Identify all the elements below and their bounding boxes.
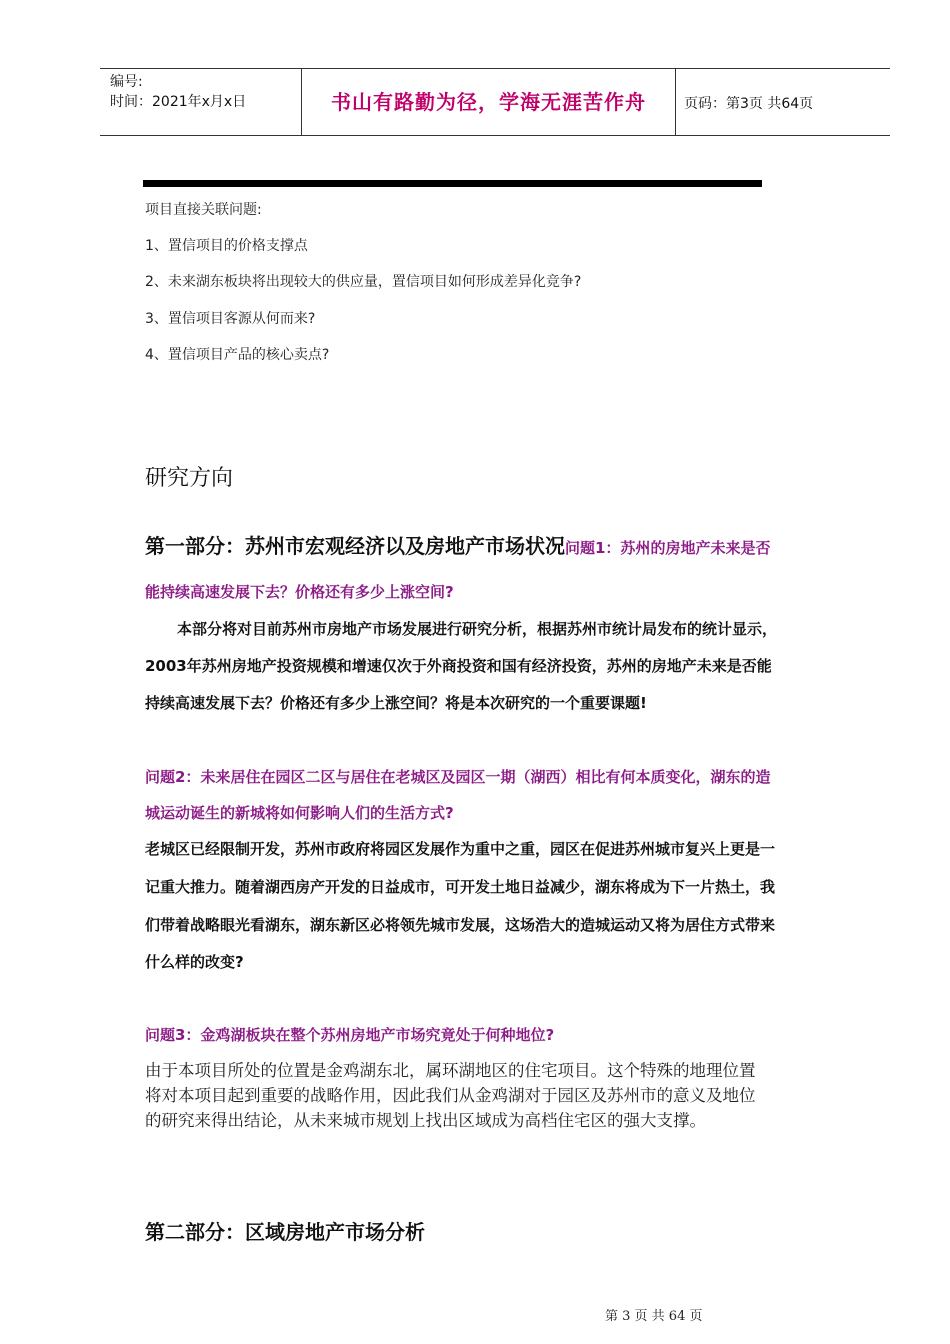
question3-answer-line: 的研究来得出结论，从未来城市规划上找出区域成为高档住宅区的强大支撑。 [145, 1111, 706, 1130]
question2-line: 问题2：未来居住在园区二区与居住在老城区及园区一期（湖西）相比有何本质变化，湖东的造 [145, 768, 771, 786]
question3-answer-line: 将对本项目起到重要的战略作用，因此我们从金鸡湖对于园区及苏州市的意义及地位 [145, 1086, 756, 1105]
question2-answer-line: 什么样的改变? [145, 953, 244, 971]
intro-item: 1、置信项目的价格支撑点 [145, 238, 308, 254]
header-page-label: 页码：第3页 共64页 [684, 96, 814, 112]
header-divider-right [675, 68, 676, 136]
part1-heading-line [145, 530, 770, 559]
part1-paragraph-line: 持续高速发展下去？价格还有多少上涨空间？将是本次研究的一个重要课题! [145, 694, 647, 712]
intro-heading: 项目直接关联问题: [145, 202, 262, 218]
question3: 问题3：金鸡湖板块在整个苏州房地产市场究竟处于何种地位? [145, 1026, 555, 1044]
header-number-label: 编号: [110, 74, 143, 90]
intro-item: 2、未来湖东板块将出现较大的供应量，置信项目如何形成差异化竞争? [145, 274, 582, 290]
part1-paragraph-line: 本部分将对目前苏州市房地产市场发展进行研究分析，根据苏州市统计局发布的统计显示， [177, 620, 778, 638]
header-time-label: 时间：2021年x月x日 [110, 94, 247, 110]
part1-title: 第一部分：苏州市宏观经济以及房地产市场状况 [145, 534, 565, 558]
question2-answer-line: 老城区已经限制开发，苏州市政府将园区发展作为重中之重，园区在促进苏州城市复兴上更是一 [145, 840, 776, 858]
question3-answer-line: 由于本项目所处的位置是金鸡湖东北，属环湖地区的住宅项目。这个特殊的地理位置 [145, 1061, 756, 1080]
part2-title: 第二部分：区域房地产市场分析 [145, 1220, 425, 1244]
question1-continuation: 能持续高速发展下去？价格还有多少上涨空间? [145, 583, 454, 601]
footer-page-number: 第 3 页 共 64 页 [605, 1309, 703, 1324]
header-bottom-border [100, 135, 890, 136]
section-rule [143, 180, 762, 187]
question1-inline: 问题1：苏州的房地产未来是否 [565, 539, 771, 557]
question2-answer-line: 们带着战略眼光看湖东，湖东新区必将领先城市发展，这场浩大的造城运动又将为居住方式带来 [145, 916, 776, 934]
question2-answer-line: 记重大推力。随着湖西房产开发的日益成市，可开发土地日益减少，湖东将成为下一片热土，我 [145, 878, 776, 896]
header-top-border [100, 68, 890, 69]
intro-item: 4、置信项目产品的核心卖点? [145, 347, 330, 363]
research-title: 研究方向 [145, 466, 234, 491]
question2-line: 城运动诞生的新城将如何影响人们的生活方式? [145, 804, 454, 822]
intro-item: 3、置信项目客源从何而来? [145, 311, 316, 327]
header-motto: 书山有路勤为径，学海无涯苦作舟 [331, 90, 646, 114]
part1-paragraph-line: 2003年苏州房地产投资规模和增速仅次于外商投资和国有经济投资，苏州的房地产未来是否能 [145, 657, 772, 675]
